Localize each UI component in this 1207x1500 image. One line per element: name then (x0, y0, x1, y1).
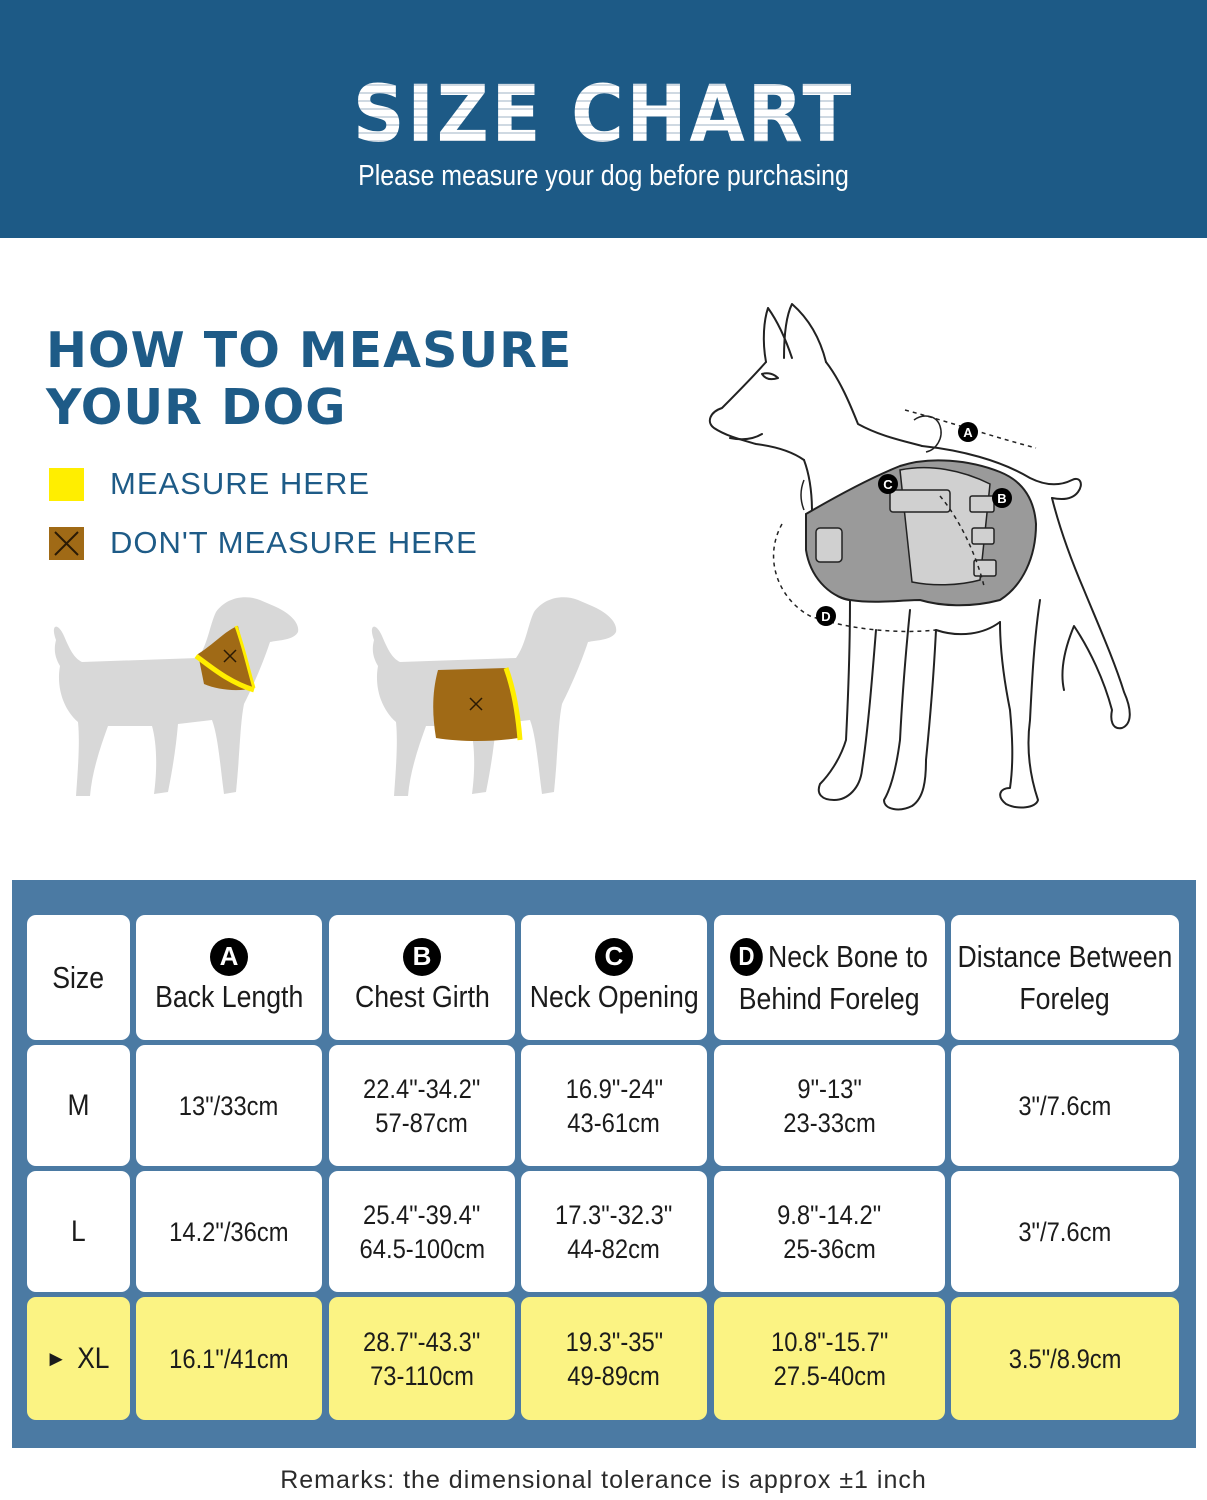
badge-c-icon: C (595, 938, 633, 976)
table-cell (714, 1171, 945, 1292)
header-label-line2: Foreleg (1019, 980, 1111, 1016)
marker-d: D (821, 609, 831, 624)
cell-value-inch: 17.3"-32.3" (555, 1199, 673, 1230)
cell-value: 3"/7.6cm (1018, 1216, 1112, 1247)
badge-a-icon: A (210, 938, 248, 976)
legend-label: MEASURE HERE (110, 466, 371, 501)
header-chest-girth (329, 915, 515, 1040)
header-label: Neck Opening (529, 978, 699, 1014)
cell-value-cm: 25-36cm (783, 1233, 876, 1264)
cell-value-cm: 43-61cm (567, 1107, 661, 1138)
cell-value-inch: 22.4"-34.2" (363, 1073, 481, 1104)
marker-c: C (883, 477, 893, 492)
cell-value-inch: 28.7"-43.3" (363, 1326, 481, 1357)
cell-value: 14.2"/36cm (169, 1216, 289, 1247)
table-cell (951, 1171, 1179, 1292)
header-size (27, 915, 130, 1040)
header-neck-bone-to-behind-foreleg (714, 915, 945, 1040)
cell-value-cm: 44-82cm (567, 1233, 661, 1264)
cell-value: 3"/7.6cm (1018, 1090, 1112, 1121)
table-cell (951, 1045, 1179, 1166)
header-label-line1: Distance Between (957, 938, 1173, 974)
header-label: Size (52, 959, 105, 995)
size-label: XL (77, 1341, 110, 1375)
cell-value-cm: 23-33cm (783, 1107, 876, 1138)
table-cell (521, 1171, 707, 1292)
table-cell (714, 1045, 945, 1166)
header-banner (0, 0, 1207, 238)
cell-value-inch: 19.3"-35" (565, 1326, 663, 1357)
selected-arrow-icon: ► (45, 1345, 68, 1371)
table-cell (521, 1297, 707, 1420)
header-neck-opening (521, 915, 707, 1040)
size-label: M (67, 1088, 90, 1122)
dog-neck-example-icon (48, 592, 303, 802)
remarks-note: Remarks: the dimensional tolerance is approx ±1 inch (280, 1466, 927, 1494)
page-subtitle: Please measure your dog before purchasing (358, 160, 849, 192)
cell-value-cm: 64.5-100cm (359, 1233, 485, 1264)
badge-d-icon: D (731, 938, 764, 976)
yellow-swatch-icon (49, 468, 84, 501)
cell-value-cm: 49-89cm (567, 1360, 661, 1391)
cell-value-cm: 27.5-40cm (773, 1360, 886, 1391)
legend-dont-measure-here (49, 525, 478, 561)
heading-line-1: HOW TO MEASURE (46, 322, 573, 379)
marker-a: A (963, 425, 973, 440)
cell-value-inch: 10.8"-15.7" (770, 1326, 889, 1357)
cell-value: 16.1"/41cm (169, 1343, 289, 1374)
size-cell-xl (27, 1297, 130, 1420)
cell-value-inch: 25.4"-39.4" (363, 1199, 481, 1230)
table-cell (136, 1297, 322, 1420)
table-cell (329, 1045, 515, 1166)
table-cell (136, 1045, 322, 1166)
legend-label: DON'T MEASURE HERE (110, 525, 478, 560)
cell-value: 13"/33cm (179, 1090, 279, 1121)
legend-measure-here (49, 466, 370, 502)
marker-b: B (997, 491, 1007, 506)
header-label: Chest Girth (354, 978, 490, 1014)
table-cell (714, 1297, 945, 1420)
cell-value-cm: 57-87cm (375, 1107, 469, 1138)
size-label: L (71, 1214, 86, 1248)
how-to-measure-heading (46, 322, 586, 436)
cell-value-cm: 73-110cm (370, 1360, 474, 1391)
header-label-line2: Behind Foreleg (739, 980, 920, 1016)
page-title: SIZE CHART (48, 70, 1158, 160)
heading-line-2: YOUR DOG (46, 379, 347, 436)
table-cell (329, 1297, 515, 1420)
dog-harness-diagram-icon (700, 300, 1150, 815)
table-cell (136, 1171, 322, 1292)
cell-value-inch: 9"-13" (797, 1073, 862, 1104)
cell-value-inch: 9.8"-14.2" (777, 1199, 882, 1230)
header-label: Back Length (154, 978, 304, 1014)
table-cell (329, 1171, 515, 1292)
header-label-line1: Neck Bone to (768, 938, 929, 974)
dog-belly-example-icon (366, 592, 621, 802)
brown-cross-swatch-icon (49, 527, 84, 560)
table-cell (521, 1045, 707, 1166)
size-cell-l (27, 1171, 130, 1292)
header-distance-between-foreleg (951, 915, 1179, 1040)
badge-b-icon: B (403, 938, 441, 976)
cell-value-inch: 16.9"-24" (565, 1073, 663, 1104)
size-cell-m (27, 1045, 130, 1166)
table-cell (951, 1297, 1179, 1420)
cell-value: 3.5"/8.9cm (1008, 1343, 1122, 1374)
header-back-length (136, 915, 322, 1040)
